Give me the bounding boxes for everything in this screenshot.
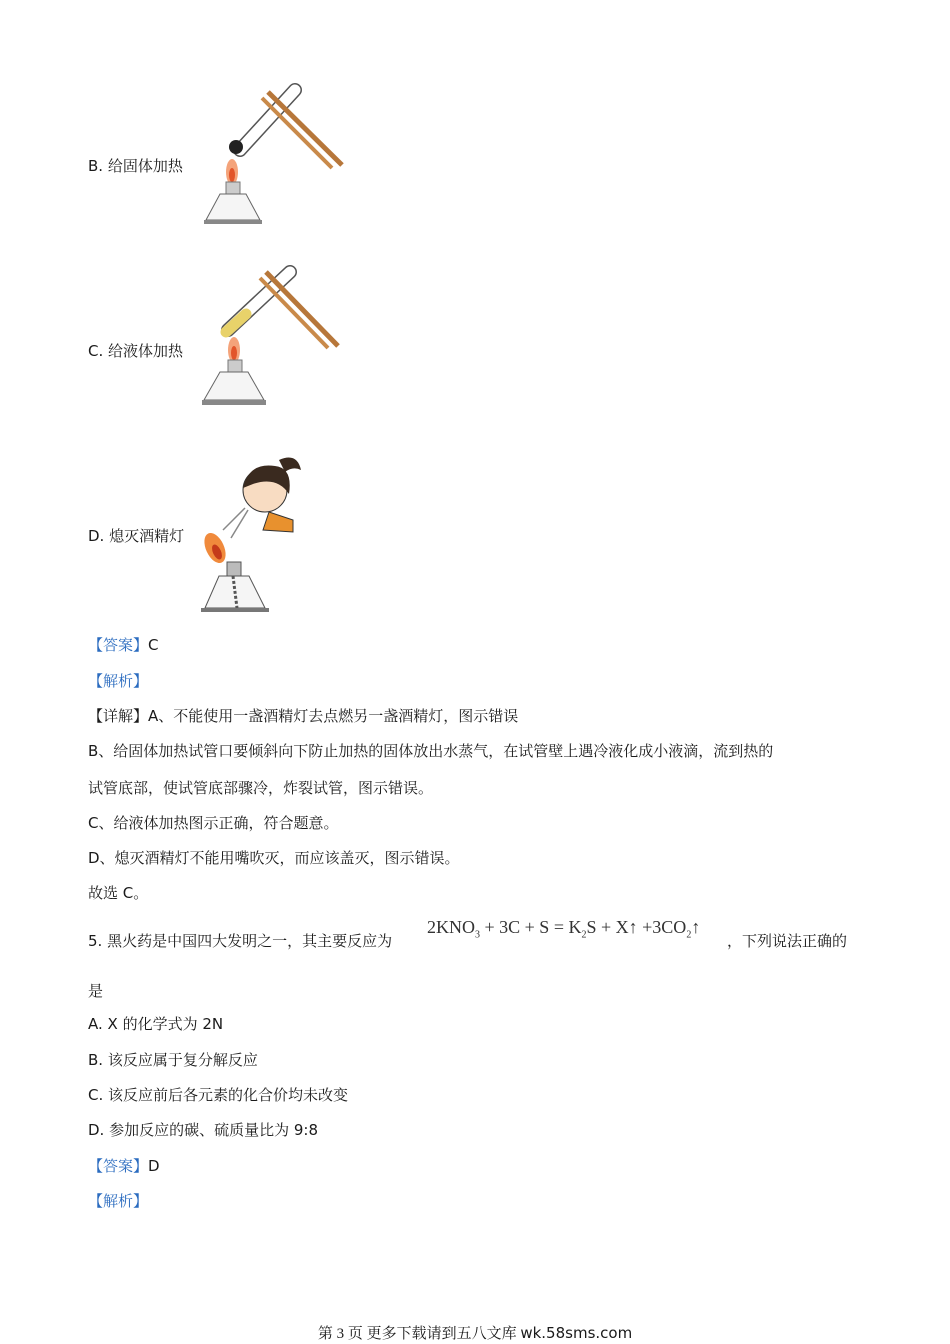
detail-a-text: A、不能使用一盏酒精灯去点燃另一盏酒精灯，图示错误	[148, 707, 519, 725]
q5-stem: 5. 黑火药是中国四大发明之一，其主要反应为	[88, 932, 393, 950]
answer-label: 【答案】	[88, 636, 149, 654]
q5-stem-tail: 是	[88, 982, 104, 1000]
eq-part-4: ↑	[691, 917, 701, 937]
page-footer	[0, 1322, 950, 1343]
footer-page-text: 第 3 页 更多下载请到五八文库	[317, 1326, 521, 1342]
eq-sub-1: 3	[475, 929, 480, 941]
option-c: C. 给液体加热	[88, 342, 184, 360]
q5-option-c: C. 该反应前后各元素的化合价均未改变	[88, 1086, 349, 1104]
footer-link[interactable]: wk.58sms.com	[520, 1324, 633, 1342]
detail-label: 【详解】	[88, 707, 149, 725]
option-d: D. 熄灭酒精灯	[88, 527, 185, 545]
q4-detail-c: C、给液体加热图示正确，符合题意。	[88, 814, 339, 832]
eq-part-2: + 3C + S = K	[480, 917, 582, 937]
q4-detail-a	[88, 706, 518, 726]
blowing-lamp-figure	[193, 450, 308, 615]
analysis-label: 【解析】	[88, 1192, 149, 1210]
heating-liquid-figure	[198, 262, 348, 412]
eq-part-3: S + X↑ +3CO	[586, 917, 687, 937]
q5-answer	[88, 1156, 160, 1176]
q5-option-d: D. 参加反应的碳、硫质量比为 9:8	[88, 1121, 318, 1139]
q5-stem-after: ，下列说法正确的	[727, 932, 848, 950]
answer-value: D	[148, 1157, 160, 1175]
q4-detail-b1: B、给固体加热试管口要倾斜向下防止加热的固体放出水蒸气，在试管壁上遇冷液化成小液滴，流到热的	[88, 742, 774, 760]
q4-detail-b2: 试管底部，使试管底部骤冷，炸裂试管，图示错误。	[88, 779, 434, 797]
q4-answer	[88, 635, 159, 655]
q5-option-a: A. X 的化学式为 2N	[88, 1015, 224, 1033]
eq-sub-3: 2	[686, 929, 692, 941]
q4-analysis-label	[88, 671, 148, 691]
answer-value: C	[148, 636, 159, 654]
q4-detail-d: D、熄灭酒精灯不能用嘴吹灭，而应该盖灭，图示错误。	[88, 849, 460, 867]
heating-solid-figure	[200, 80, 350, 230]
q5-analysis-label	[88, 1191, 148, 1211]
eq-part-1: 2KNO	[427, 917, 475, 937]
answer-label: 【答案】	[88, 1157, 149, 1175]
eq-sub-2: 2	[581, 929, 587, 941]
q4-conclusion: 故选 C。	[88, 884, 149, 902]
option-b: B. 给固体加热	[88, 157, 183, 175]
reaction-equation	[427, 917, 700, 941]
analysis-label: 【解析】	[88, 672, 149, 690]
q5-option-b: B. 该反应属于复分解反应	[88, 1051, 258, 1069]
